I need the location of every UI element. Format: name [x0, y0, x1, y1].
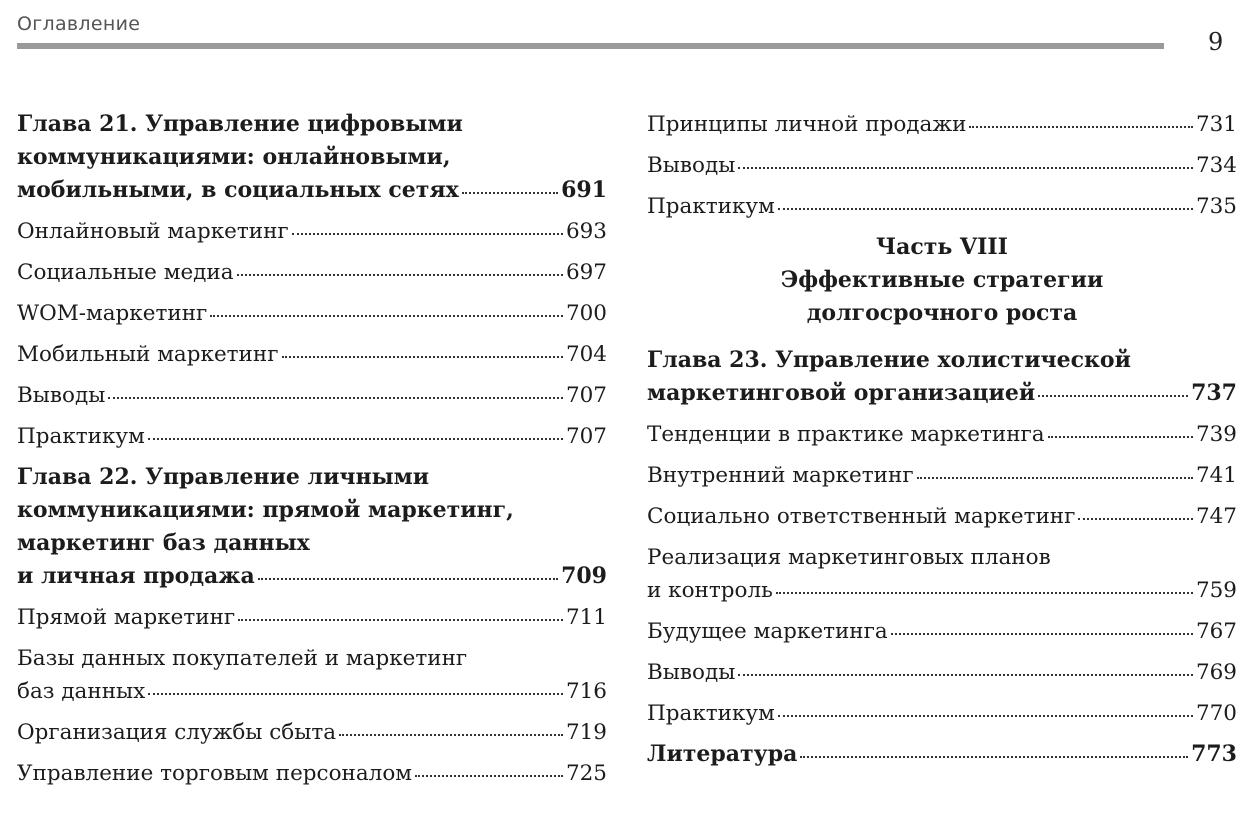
page-ref: 700 — [565, 301, 607, 326]
toc-right-column — [647, 108, 1237, 779]
entry-title: Тенденции в практике маркетинга — [647, 422, 1045, 447]
dot-leader — [339, 734, 563, 736]
entry-title: Практикум — [17, 424, 145, 449]
entry-title: Литература — [647, 741, 798, 767]
dot-leader — [1038, 395, 1188, 397]
dot-leader — [800, 756, 1188, 758]
page-ref: 691 — [561, 177, 607, 203]
page-ref: 731 — [1195, 112, 1237, 137]
page-ref: 709 — [561, 563, 607, 589]
dot-leader — [1048, 436, 1193, 438]
toc-entry-literature[interactable] — [647, 738, 1237, 771]
dot-leader — [282, 356, 563, 358]
page-ref: 770 — [1195, 701, 1237, 726]
page-ref: 735 — [1195, 194, 1237, 219]
chapter-title-last-line — [647, 377, 1237, 410]
toc-entry[interactable] — [17, 601, 607, 634]
dot-leader — [778, 715, 1193, 717]
toc-chapter-23[interactable] — [647, 344, 1237, 410]
page-ref: 734 — [1195, 153, 1237, 178]
dot-leader — [776, 592, 1193, 594]
page-ref: 716 — [565, 679, 607, 704]
dot-leader — [292, 233, 563, 235]
part-label: Часть VIII — [876, 234, 1008, 260]
entry-title-line: Базы данных покупателей и маркетинг — [17, 646, 468, 671]
page-ref: 739 — [1195, 422, 1237, 447]
dot-leader — [462, 192, 558, 194]
entry-title: Принципы личной продажи — [647, 112, 967, 137]
page-ref: 725 — [565, 761, 607, 786]
entry-title: Социально ответственный маркетинг — [647, 504, 1076, 529]
entry-title: баз данных — [17, 679, 146, 704]
entry-title: Прямой маркетинг — [17, 605, 236, 630]
toc-entry[interactable] — [17, 215, 607, 248]
chapter-title-line: Глава 23. Управление холистической — [647, 347, 1131, 373]
page-ref: 704 — [565, 342, 607, 367]
dot-leader — [108, 397, 563, 399]
entry-title: Выводы — [647, 660, 736, 685]
part-title-line: долгосрочного роста — [806, 300, 1078, 326]
dot-leader — [1078, 518, 1193, 520]
entry-title: Социальные медиа — [17, 260, 234, 285]
toc-entry[interactable] — [17, 297, 607, 330]
page-ref: 693 — [565, 219, 607, 244]
entry-title: WOM-маркетинг — [17, 301, 208, 326]
entry-title: Выводы — [647, 153, 736, 178]
toc-entry[interactable] — [647, 108, 1237, 141]
dot-leader — [237, 274, 563, 276]
toc-entry[interactable] — [17, 379, 607, 412]
entry-title: Практикум — [647, 194, 775, 219]
dot-leader — [778, 208, 1193, 210]
page-ref: 769 — [1195, 660, 1237, 685]
dot-leader — [238, 619, 563, 621]
chapter-title-line: Глава 22. Управление личными — [17, 464, 430, 490]
entry-title: Управление торговым персоналом — [17, 761, 413, 786]
page-number: 9 — [1208, 28, 1224, 56]
dot-leader — [969, 126, 1193, 128]
toc-entry[interactable] — [17, 716, 607, 749]
running-header-title: Оглавление — [17, 13, 141, 35]
entry-title-line: Реализация маркетинговых планов — [647, 545, 1051, 570]
page-ref: 759 — [1195, 578, 1237, 603]
toc-entry[interactable] — [17, 420, 607, 453]
dot-leader — [891, 633, 1193, 635]
entry-title: Будущее маркетинга — [647, 619, 888, 644]
toc-entry[interactable] — [647, 697, 1237, 730]
toc-entry[interactable] — [647, 459, 1237, 492]
entry-title: и контроль — [647, 578, 773, 603]
dot-leader — [210, 315, 563, 317]
entry-title: Внутренний маркетинг — [647, 463, 914, 488]
toc-entry[interactable] — [647, 149, 1237, 182]
dot-leader — [738, 674, 1193, 676]
part-heading — [647, 231, 1237, 330]
toc-entry-multiline[interactable] — [647, 541, 1237, 607]
entry-title: Мобильный маркетинг — [17, 342, 279, 367]
toc-left-column — [17, 108, 607, 798]
toc-entry[interactable] — [17, 256, 607, 289]
chapter-title-last-line — [17, 560, 607, 593]
page-ref: 773 — [1191, 741, 1237, 767]
toc-entry[interactable] — [647, 615, 1237, 648]
page-ref: 711 — [565, 605, 607, 630]
toc-chapter-22[interactable] — [17, 461, 607, 593]
dot-leader — [415, 775, 563, 777]
chapter-title-text: мобильными, в социальных сетях — [17, 177, 459, 203]
chapter-title-line: коммуникациями: прямой маркетинг, — [17, 497, 514, 523]
chapter-title-text: маркетинговой организацией — [647, 380, 1036, 406]
chapter-title-last-line — [17, 174, 607, 207]
page-ref: 697 — [565, 260, 607, 285]
toc-entry[interactable] — [647, 500, 1237, 533]
page-ref: 767 — [1195, 619, 1237, 644]
header-rule — [17, 43, 1164, 49]
page-ref: 719 — [565, 720, 607, 745]
toc-chapter-21[interactable] — [17, 108, 607, 207]
toc-entry[interactable] — [17, 338, 607, 371]
chapter-title-line: Глава 21. Управление цифровыми — [17, 111, 463, 137]
entry-last-line — [647, 574, 1237, 607]
toc-entry[interactable] — [647, 418, 1237, 451]
entry-title: Онлайновый маркетинг — [17, 219, 289, 244]
toc-entry[interactable] — [647, 190, 1237, 223]
entry-last-line — [17, 675, 607, 708]
entry-title: Практикум — [647, 701, 775, 726]
dot-leader — [148, 693, 563, 695]
toc-entry[interactable] — [647, 656, 1237, 689]
dot-leader — [917, 477, 1193, 479]
dot-leader — [148, 438, 563, 440]
entry-title: Организация службы сбыта — [17, 720, 337, 745]
page-ref: 707 — [565, 424, 607, 449]
entry-title: Выводы — [17, 383, 106, 408]
dot-leader — [258, 578, 558, 580]
page-ref: 737 — [1191, 380, 1237, 406]
page-ref: 707 — [565, 383, 607, 408]
dot-leader — [738, 167, 1193, 169]
toc-entry-multiline[interactable] — [17, 642, 607, 708]
chapter-title-line: коммуникациями: онлайновыми, — [17, 144, 451, 170]
chapter-title-line: маркетинг баз данных — [17, 530, 310, 556]
page-ref: 747 — [1195, 504, 1237, 529]
part-title-line: Эффективные стратегии — [780, 267, 1104, 293]
page-ref: 741 — [1195, 463, 1237, 488]
toc-entry[interactable] — [17, 757, 607, 790]
chapter-title-text: и личная продажа — [17, 563, 255, 589]
